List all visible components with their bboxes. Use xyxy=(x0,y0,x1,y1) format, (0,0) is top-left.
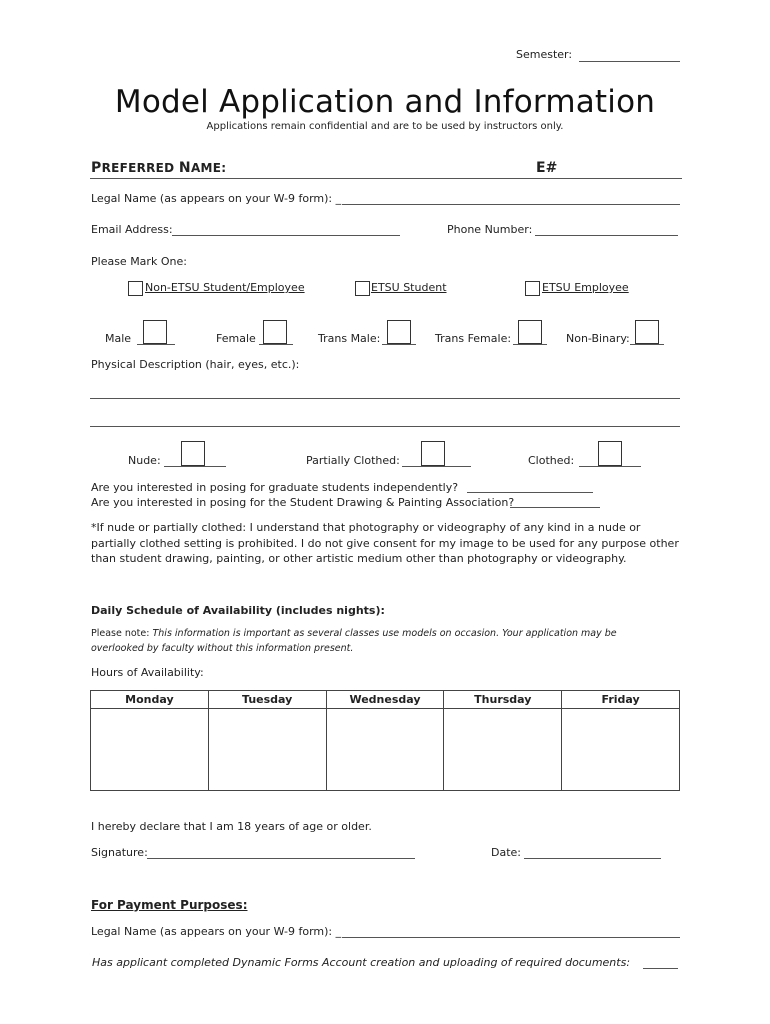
schedule-note-label: Please note: xyxy=(91,628,150,639)
phone-field[interactable] xyxy=(535,235,678,236)
legal-name-label: Legal Name (as appears on your W-9 form): _ xyxy=(91,192,342,205)
trans-female-underline xyxy=(513,344,547,345)
partially-clothed-underline xyxy=(402,466,471,467)
non-binary-label: Non-Binary: xyxy=(566,332,630,345)
day-header-thursday: Thursday xyxy=(444,691,562,709)
dynamic-forms-question: Has applicant completed Dynamic Forms Account creation and uploading of required documents: xyxy=(92,956,631,969)
e-number-label: E# xyxy=(536,160,558,176)
graduate-question: Are you interested in posing for graduate students independently? xyxy=(91,481,459,494)
day-header-wednesday: Wednesday xyxy=(326,691,444,709)
phone-label: Phone Number: xyxy=(447,223,533,236)
non-binary-underline xyxy=(630,344,664,345)
availability-header-row xyxy=(91,691,680,709)
non-binary-checkbox[interactable] xyxy=(635,320,659,344)
day-header-monday: Monday xyxy=(91,691,209,709)
physical-description-line-2[interactable] xyxy=(90,426,680,427)
nude-checkbox[interactable] xyxy=(181,441,205,466)
etsu-student-checkbox[interactable] xyxy=(355,281,370,296)
trans-female-checkbox[interactable] xyxy=(518,320,542,344)
name-first-letter: N xyxy=(178,160,191,176)
physical-description-line-1[interactable] xyxy=(90,398,680,399)
schedule-heading: Daily Schedule of Availability (includes nights): xyxy=(91,604,385,617)
page-subtitle: Applications remain confidential and are to be used by instructors only. xyxy=(206,121,564,132)
wednesday-hours-cell[interactable] xyxy=(326,709,444,791)
preferred-first-letter: P xyxy=(91,160,102,176)
preferred-rest: REFERRED xyxy=(101,161,179,175)
age-declaration: I hereby declare that I am 18 years of age or older. xyxy=(91,820,372,833)
clothed-label: Clothed: xyxy=(528,454,575,467)
association-answer-field[interactable] xyxy=(510,507,600,508)
signature-label: Signature: xyxy=(91,846,148,859)
male-checkbox[interactable] xyxy=(143,320,167,344)
clothed-underline xyxy=(579,466,641,467)
trans-male-checkbox[interactable] xyxy=(387,320,411,344)
partially-clothed-checkbox[interactable] xyxy=(421,441,445,466)
date-field[interactable] xyxy=(524,858,661,859)
consent-line-1: *If nude or partially clothed: I understand that photography or videography of any kind in a nude or xyxy=(91,521,641,534)
semester-label: Semester: xyxy=(516,48,573,61)
semester-field[interactable] xyxy=(579,61,680,62)
trans-male-underline xyxy=(382,344,416,345)
female-label: Female xyxy=(216,332,256,345)
schedule-note-line-2: overlooked by faculty without this information present. xyxy=(91,643,354,654)
payment-legal-name-field[interactable] xyxy=(342,937,680,938)
mark-one-prompt: Please Mark One: xyxy=(91,255,187,268)
female-checkbox[interactable] xyxy=(263,320,287,344)
payment-legal-name-label: Legal Name (as appears on your W-9 form): _ xyxy=(91,925,342,938)
page-title: Model Application and Information xyxy=(114,84,656,120)
consent-line-3: than student drawing, painting, or other artistic medium other than photography or videography. xyxy=(91,552,627,565)
etsu-student-label: ETSU Student xyxy=(371,281,447,294)
day-header-friday: Friday xyxy=(562,691,680,709)
physical-description-label: Physical Description (hair, eyes, etc.): xyxy=(91,358,300,371)
dynamic-forms-answer-field[interactable] xyxy=(643,968,678,969)
monday-hours-cell[interactable] xyxy=(91,709,209,791)
schedule-note-line-1 xyxy=(91,628,617,639)
non-etsu-checkbox[interactable] xyxy=(128,281,143,296)
tuesday-hours-cell[interactable] xyxy=(208,709,326,791)
male-underline xyxy=(137,344,175,345)
availability-input-row xyxy=(91,709,680,791)
day-header-tuesday: Tuesday xyxy=(208,691,326,709)
etsu-employee-label: ETSU Employee xyxy=(542,281,629,294)
female-underline xyxy=(259,344,293,345)
availability-table xyxy=(90,690,680,791)
date-label: Date: xyxy=(491,846,521,859)
email-field[interactable] xyxy=(172,235,400,236)
schedule-note-text: This information is important as several classes use models on occasion. Your application may be xyxy=(152,628,617,639)
payment-heading: For Payment Purposes: xyxy=(91,898,248,912)
thursday-hours-cell[interactable] xyxy=(444,709,562,791)
association-question: Are you interested in posing for the Student Drawing & Painting Association? xyxy=(91,496,515,509)
nude-underline xyxy=(164,466,226,467)
trans-male-label: Trans Male: xyxy=(318,332,381,345)
nude-label: Nude: xyxy=(128,454,161,467)
preferred-name-label xyxy=(91,160,226,176)
hours-label: Hours of Availability: xyxy=(91,666,204,679)
preferred-name-field[interactable] xyxy=(90,178,682,179)
graduate-answer-field[interactable] xyxy=(467,492,593,493)
name-rest: AME: xyxy=(190,161,227,175)
partially-clothed-label: Partially Clothed: xyxy=(306,454,400,467)
email-label: Email Address: xyxy=(91,223,173,236)
signature-field[interactable] xyxy=(147,858,415,859)
etsu-employee-checkbox[interactable] xyxy=(525,281,540,296)
non-etsu-label: Non-ETSU Student/Employee xyxy=(145,281,305,294)
legal-name-field[interactable] xyxy=(342,204,680,205)
male-label: Male xyxy=(105,332,132,345)
consent-line-2: partially clothed setting is prohibited. I do not give consent for my image to be used for any purpose other xyxy=(91,537,679,550)
friday-hours-cell[interactable] xyxy=(562,709,680,791)
clothed-checkbox[interactable] xyxy=(598,441,622,466)
trans-female-label: Trans Female: xyxy=(435,332,512,345)
